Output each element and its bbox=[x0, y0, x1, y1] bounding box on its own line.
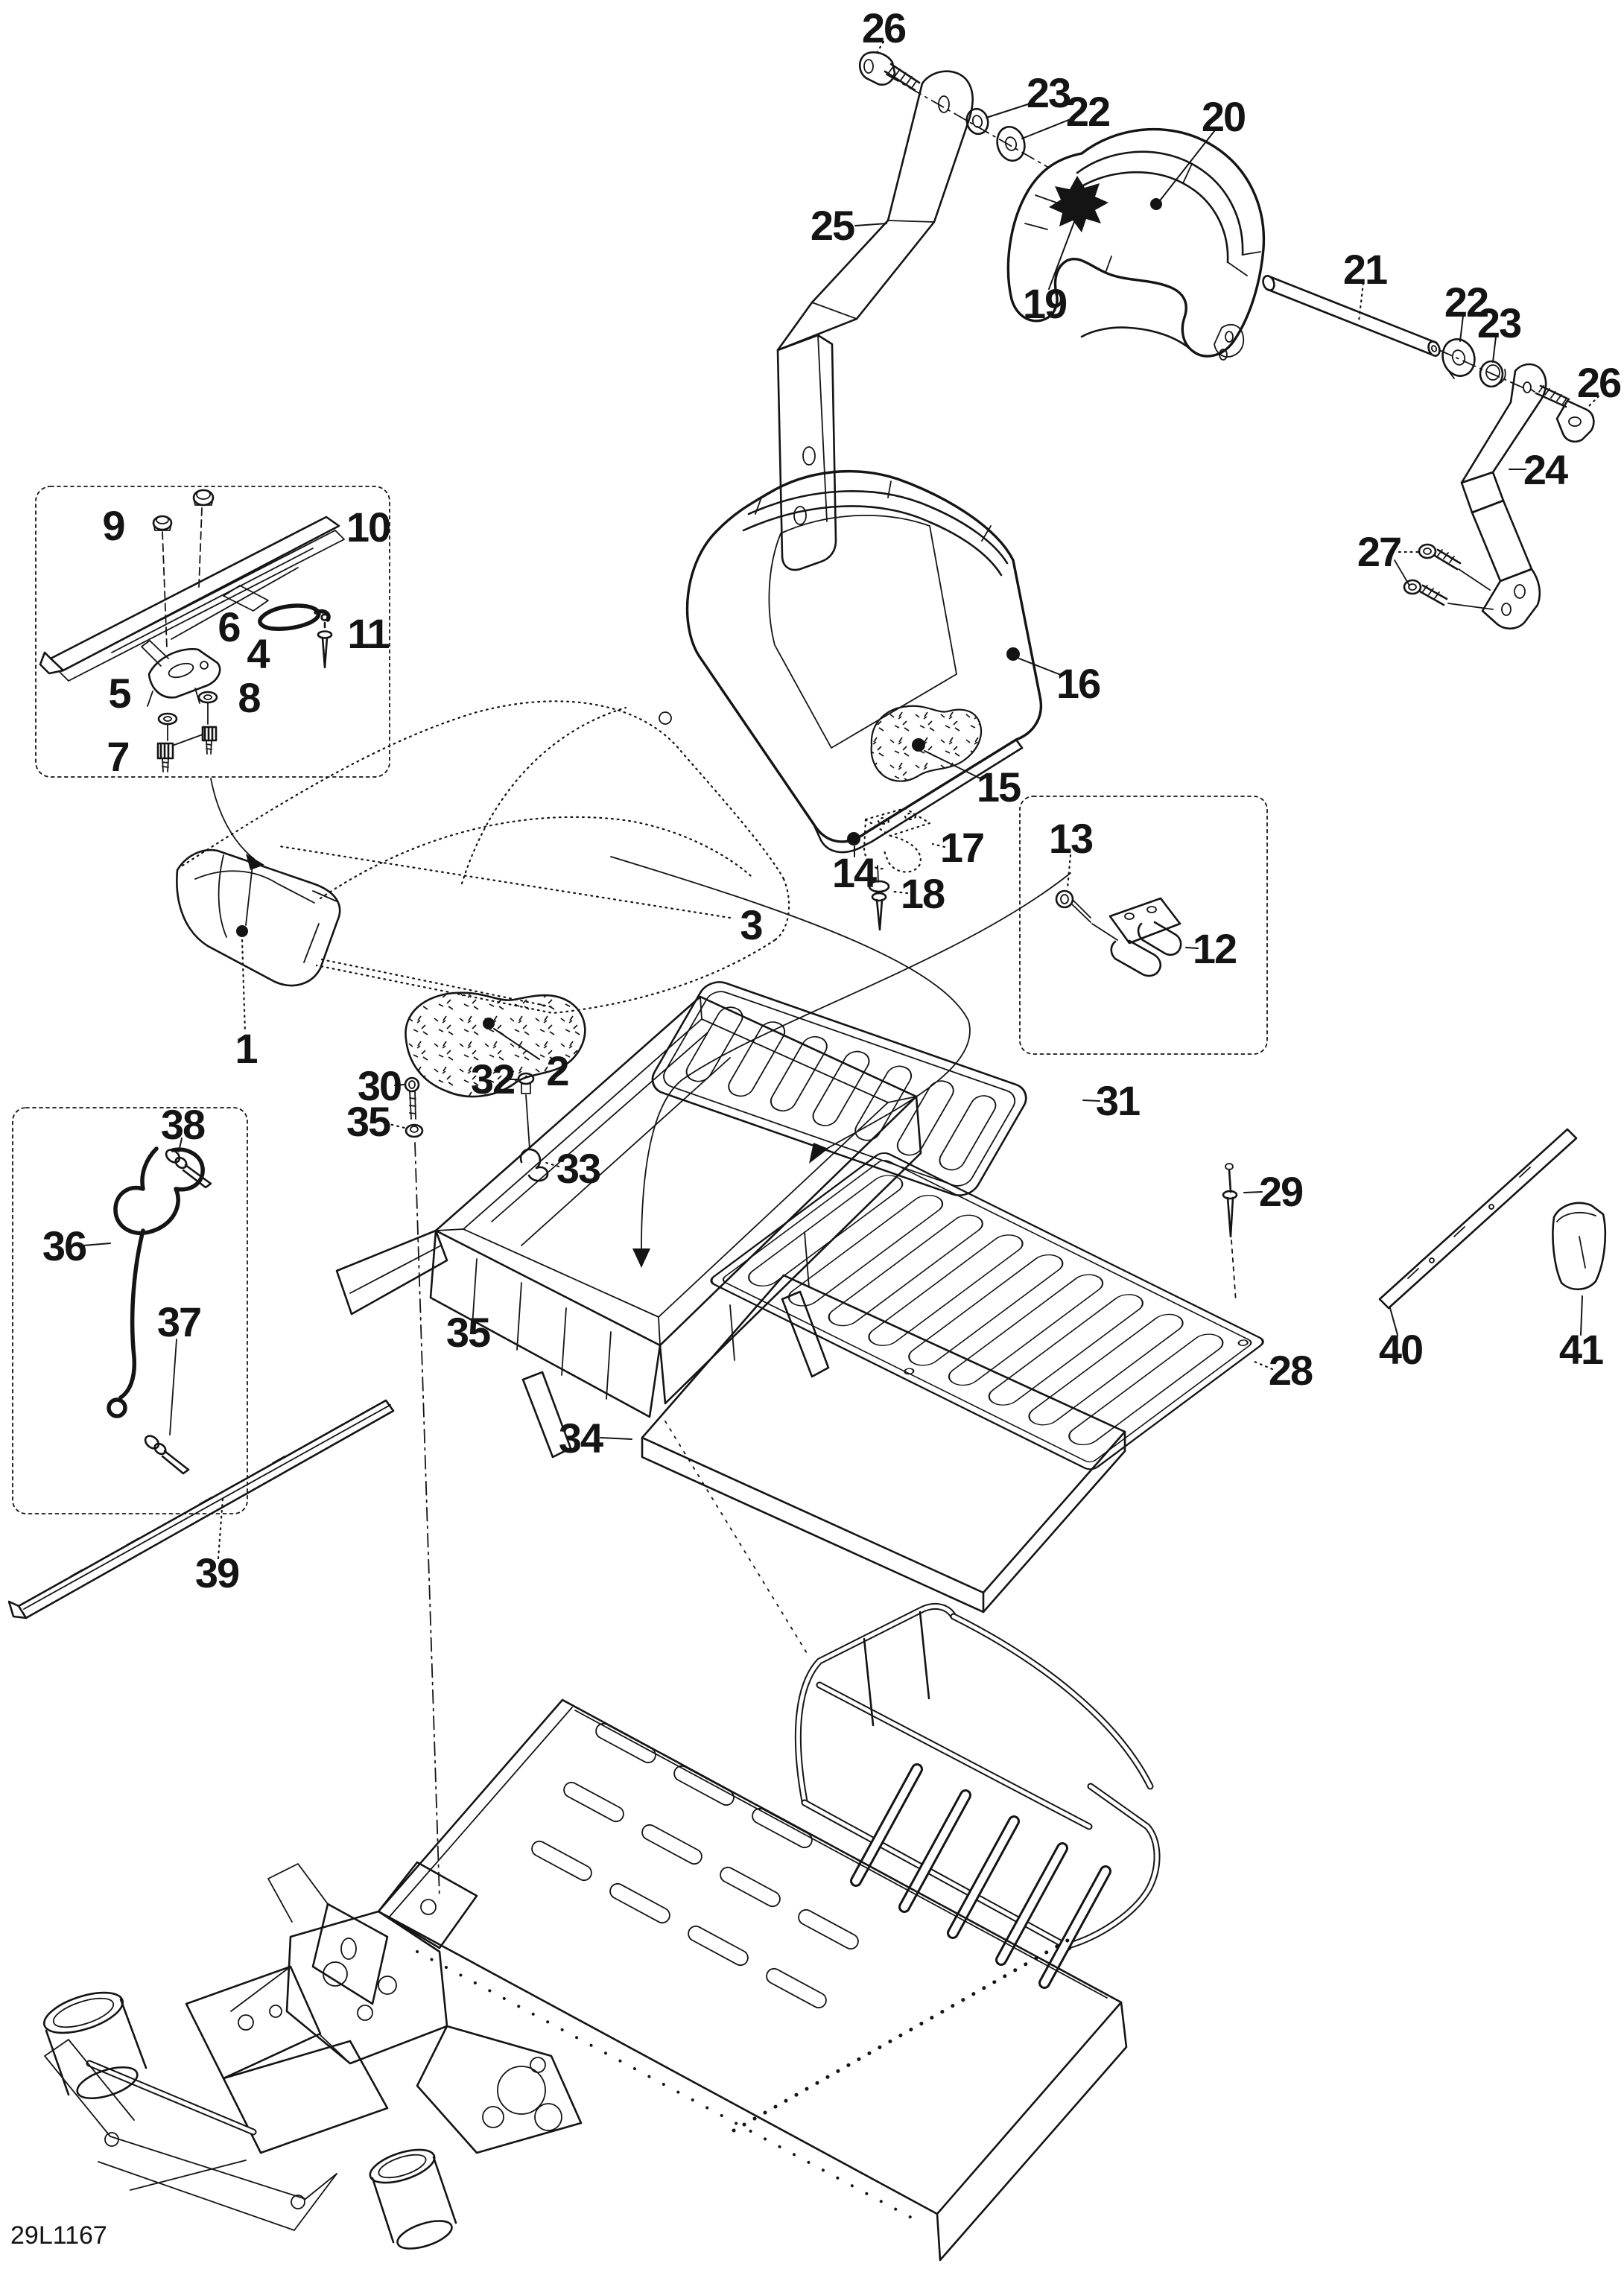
leader-16 bbox=[1019, 659, 1061, 675]
callout-4: 4 bbox=[247, 630, 269, 677]
part-seat-base bbox=[183, 701, 789, 1013]
callout-34: 34 bbox=[558, 1415, 603, 1462]
part-hinge-screw-13 bbox=[1056, 855, 1117, 940]
callout-27: 27 bbox=[1357, 528, 1401, 575]
callout-9: 9 bbox=[102, 502, 124, 549]
part-end-cap-41 bbox=[1552, 1203, 1605, 1335]
callout-24: 24 bbox=[1523, 446, 1567, 493]
callout-8: 8 bbox=[238, 674, 260, 721]
callout-1: 1 bbox=[235, 1025, 257, 1072]
part-bracket-screws-27 bbox=[1395, 545, 1493, 609]
part-cable-pin-37 bbox=[143, 1339, 188, 1473]
callout-13: 13 bbox=[1048, 815, 1093, 862]
callout-18: 18 bbox=[900, 870, 945, 917]
part-nut-35 bbox=[386, 1123, 422, 1137]
part-headrest-bracket-24 bbox=[1462, 364, 1546, 629]
callout-15: 15 bbox=[976, 764, 1021, 810]
inset1-arrow bbox=[211, 778, 264, 870]
part-clip-33 bbox=[521, 1149, 559, 1181]
callout-33: 33 bbox=[556, 1145, 600, 1192]
callout-17: 17 bbox=[939, 824, 984, 871]
callout-23: 23 bbox=[1026, 69, 1070, 116]
part-hinge-12 bbox=[1110, 898, 1198, 976]
part-backrest-pad-15 bbox=[872, 706, 981, 781]
callout-6: 6 bbox=[218, 603, 240, 650]
leader-3 bbox=[279, 846, 730, 918]
callout-29: 29 bbox=[1258, 1168, 1303, 1215]
callout-12: 12 bbox=[1192, 925, 1237, 972]
part-seat-front-cowl-1 bbox=[177, 850, 340, 1032]
part-pin-29 bbox=[1223, 1164, 1262, 1302]
callout-41: 41 bbox=[1558, 1326, 1603, 1373]
callout-26: 26 bbox=[861, 4, 906, 51]
callout-5: 5 bbox=[108, 670, 130, 717]
callout-37: 37 bbox=[156, 1298, 201, 1345]
part-latch-rail-10 bbox=[40, 517, 344, 681]
callout-35: 35 bbox=[445, 1309, 490, 1356]
callout-3: 3 bbox=[740, 901, 762, 948]
callout-32: 32 bbox=[470, 1056, 515, 1102]
callout-20: 20 bbox=[1201, 93, 1246, 140]
part-latch-pin-11 bbox=[318, 615, 332, 667]
callout-31: 31 bbox=[1095, 1077, 1140, 1124]
callout-26: 26 bbox=[1576, 359, 1621, 406]
callout-10: 10 bbox=[346, 504, 390, 550]
callout-22: 22 bbox=[1065, 88, 1110, 135]
callout-16: 16 bbox=[1056, 660, 1100, 707]
part-washer-22-left bbox=[994, 119, 1070, 164]
part-trim-strip-40 bbox=[1380, 1129, 1576, 1335]
part-slat-panel-28 bbox=[708, 1151, 1272, 1471]
axis-box-to-chassis bbox=[415, 1143, 440, 1898]
part-safety-cable-36 bbox=[83, 1149, 203, 1416]
callout-35: 35 bbox=[346, 1098, 390, 1145]
callout-7: 7 bbox=[107, 733, 129, 780]
callout-23: 23 bbox=[1476, 299, 1521, 346]
callout-11: 11 bbox=[347, 610, 389, 657]
callout-2: 2 bbox=[546, 1047, 568, 1094]
callout-19: 19 bbox=[1022, 280, 1067, 327]
part-washer-23-left bbox=[964, 103, 1033, 136]
callout-22: 22 bbox=[1444, 279, 1488, 326]
drawing-code: 29L1167 bbox=[10, 2221, 107, 2250]
callout-25: 25 bbox=[810, 202, 854, 249]
callout-38: 38 bbox=[160, 1101, 205, 1148]
chassis-frame bbox=[39, 1421, 1157, 2260]
part-latch-cable-6 bbox=[260, 606, 329, 629]
callout-14: 14 bbox=[831, 849, 876, 896]
callout-30: 30 bbox=[357, 1062, 402, 1109]
callout-28: 28 bbox=[1268, 1347, 1313, 1394]
inset-cable-box bbox=[13, 1108, 247, 1514]
part-latch-nuts-9 bbox=[153, 490, 213, 648]
part-latch-plate-5 bbox=[142, 641, 220, 706]
callout-40: 40 bbox=[1378, 1326, 1423, 1373]
callout-39: 39 bbox=[194, 1549, 239, 1596]
callout-21: 21 bbox=[1342, 246, 1387, 293]
callout-36: 36 bbox=[42, 1222, 86, 1269]
